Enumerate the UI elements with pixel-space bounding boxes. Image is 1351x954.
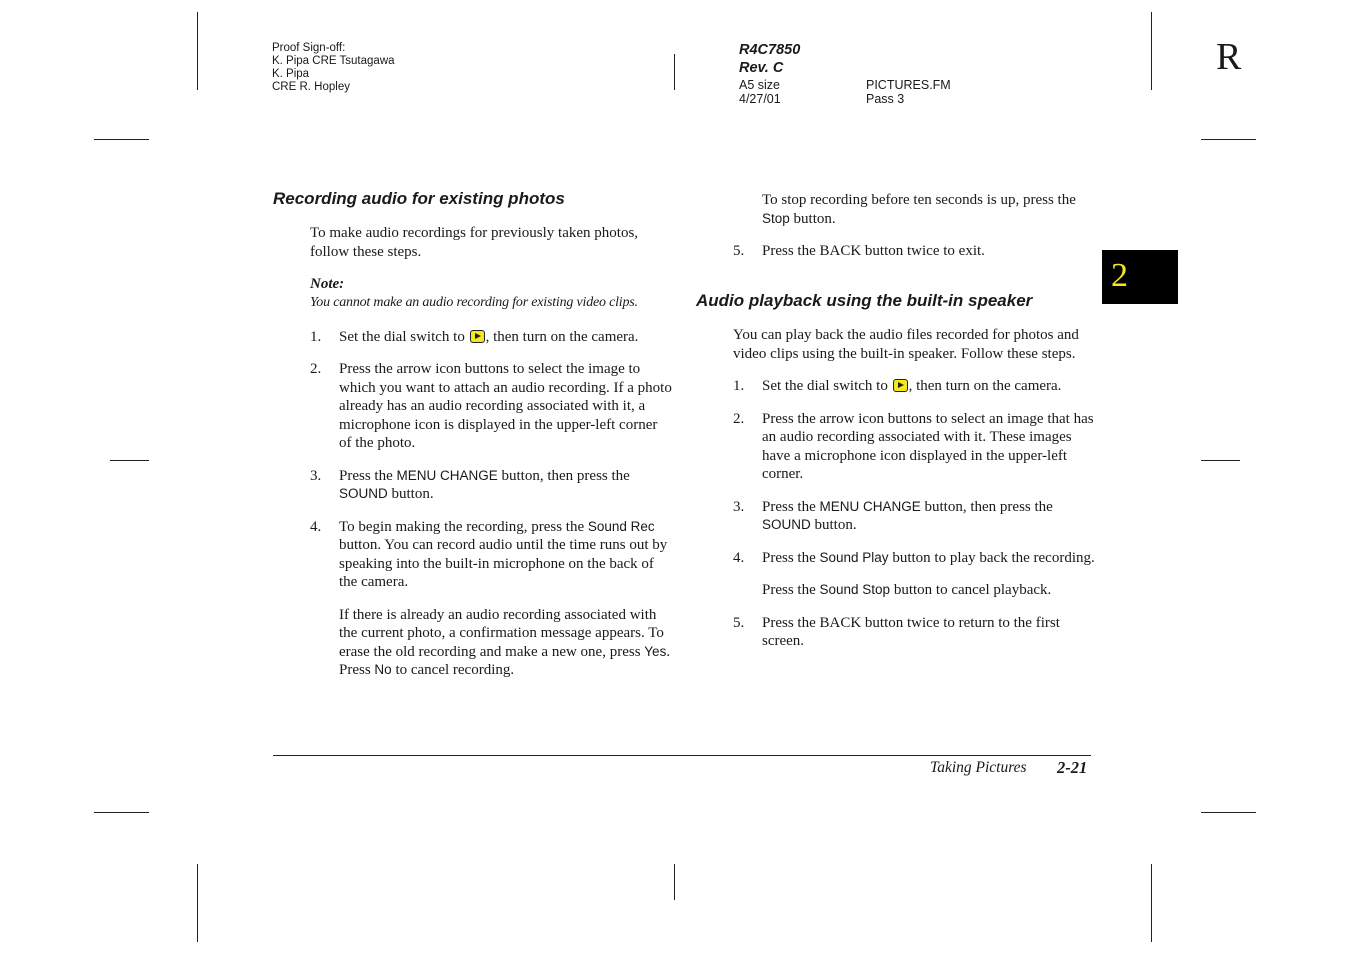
button-name: Stop <box>762 210 790 226</box>
crop-mark <box>94 139 149 140</box>
crop-mark <box>1201 460 1240 461</box>
proof-signoff <box>272 42 395 94</box>
doc-filename: PICTURES.FM <box>866 78 951 92</box>
right-column <box>733 326 1095 665</box>
step-text: Press the <box>762 582 820 598</box>
crop-mark <box>1151 12 1152 90</box>
step-number: 5. <box>733 243 745 259</box>
button-name: No <box>374 662 392 677</box>
step-text: If there is already an audio recording associated with the current photo, a confirmation message appears. To erase the old recording and make a new one, press <box>339 606 664 660</box>
step-number: 4. <box>310 518 322 535</box>
step-item <box>733 614 1095 651</box>
section-heading: Recording audio for existing photos <box>273 189 565 208</box>
step-continuation <box>733 581 1095 600</box>
button-name: Sound Rec <box>587 518 655 534</box>
step-text: Press the BACK button twice to return to the first screen. <box>762 614 1060 649</box>
button-name: MENU CHANGE <box>396 467 498 483</box>
step-text: Press the <box>339 467 397 484</box>
step-item <box>733 377 1095 396</box>
corner-mark: R <box>1216 36 1242 78</box>
footer-section: Taking Pictures <box>930 759 1027 776</box>
page-number: 2-21 <box>1057 758 1088 777</box>
section-heading: Audio playback using the built-in speaker <box>696 291 1033 310</box>
step-text: , then turn on the camera. <box>485 328 639 345</box>
proof-line: Proof Sign-off: <box>272 42 346 54</box>
proof-line: K. Pipa CRE Tsutagawa <box>272 55 395 67</box>
chapter-tab <box>1102 250 1178 304</box>
proof-line: CRE R. Hopley <box>272 81 350 93</box>
step-item <box>733 549 1095 568</box>
step-item <box>733 242 1093 261</box>
step-text: to cancel recording. <box>391 662 515 678</box>
chapter-number: 2 <box>1111 257 1128 294</box>
step-text: Press the <box>762 549 820 566</box>
right-column-top <box>733 191 1093 275</box>
step-item <box>310 360 672 453</box>
button-name: Sound Stop <box>819 582 891 597</box>
step-text: , then turn on the camera. <box>908 378 1062 394</box>
step-continuation <box>310 606 672 680</box>
doc-code: R4C7850 <box>739 42 801 58</box>
step-text: button to play back the recording. <box>888 549 1095 566</box>
step-text: . Press <box>339 643 671 678</box>
step-number: 3. <box>733 498 745 515</box>
step-text: Press the <box>762 498 820 515</box>
step-text: Press the arrow icon buttons to select an image that has an audio recording associated with it. These images have a microphone icon displayed in the upper-left corner. <box>762 410 1094 482</box>
step-number: 2. <box>310 361 322 377</box>
step-text: Set the dial switch to <box>339 328 469 345</box>
intro-paragraph: You can play back the audio files recorded for photos and video clips using the built-in speaker. Follow these steps. <box>733 327 1079 362</box>
doc-size: A5 size <box>739 78 780 92</box>
step-continuation <box>733 191 1093 228</box>
step-number: 5. <box>733 614 745 631</box>
step-text: button. You can record audio until the time runs out by speaking into the built-in microphone on the back of the camera. <box>339 537 668 590</box>
proof-line: K. Pipa <box>272 68 310 80</box>
step-text: Press the arrow icon buttons to select the image to which you want to attach an audio recording. If a photo already has an audio recording associated with it, a microphone icon is displayed in the upper-left corner of the photo. <box>339 361 672 451</box>
button-name: Yes <box>644 643 667 659</box>
step-text: button. <box>789 210 836 227</box>
step-item <box>310 328 672 347</box>
step-text: button. <box>387 486 434 502</box>
intro-paragraph: To make audio recordings for previously taken photos, follow these steps. <box>310 225 639 260</box>
step-number: 1. <box>733 378 745 394</box>
crop-mark <box>1151 864 1152 942</box>
play-mode-icon <box>470 330 485 343</box>
play-mode-icon <box>893 379 908 392</box>
step-text: button. <box>810 517 857 533</box>
note <box>310 275 672 312</box>
crop-mark <box>110 460 149 461</box>
crop-mark <box>674 864 675 900</box>
step-text: Press the BACK button twice to exit. <box>762 243 985 259</box>
step-item <box>310 467 672 504</box>
step-number: 2. <box>733 410 745 427</box>
step-number: 4. <box>733 549 745 566</box>
crop-mark <box>1201 139 1256 140</box>
note-label: Note: <box>310 276 345 292</box>
step-text: button to cancel playback. <box>890 582 1052 598</box>
step-item <box>733 410 1095 484</box>
left-column <box>310 224 672 694</box>
button-name: MENU CHANGE <box>819 498 921 514</box>
button-name: SOUND <box>762 517 811 532</box>
step-text: To stop recording before ten seconds is up, press the <box>762 192 1076 208</box>
step-item <box>310 518 672 592</box>
step-text: button, then press the <box>920 498 1053 515</box>
crop-mark <box>94 812 149 813</box>
crop-mark <box>197 12 198 90</box>
step-text: To begin making the recording, press the <box>339 518 588 535</box>
button-name: SOUND <box>339 486 388 501</box>
button-name: Sound Play <box>819 549 889 565</box>
footer-rule <box>273 755 1091 756</box>
step-number: 3. <box>310 467 322 484</box>
revision: Rev. C <box>739 60 784 76</box>
crop-mark <box>197 864 198 942</box>
crop-mark <box>1201 812 1256 813</box>
step-text: button, then press the <box>497 467 630 484</box>
doc-pass: Pass 3 <box>866 92 905 106</box>
doc-date: 4/27/01 <box>739 92 781 106</box>
step-number: 1. <box>310 328 322 345</box>
note-text: You cannot make an audio recording for existing video clips. <box>310 294 638 310</box>
step-text: Set the dial switch to <box>762 378 892 394</box>
step-item <box>733 498 1095 535</box>
crop-mark <box>674 54 675 90</box>
